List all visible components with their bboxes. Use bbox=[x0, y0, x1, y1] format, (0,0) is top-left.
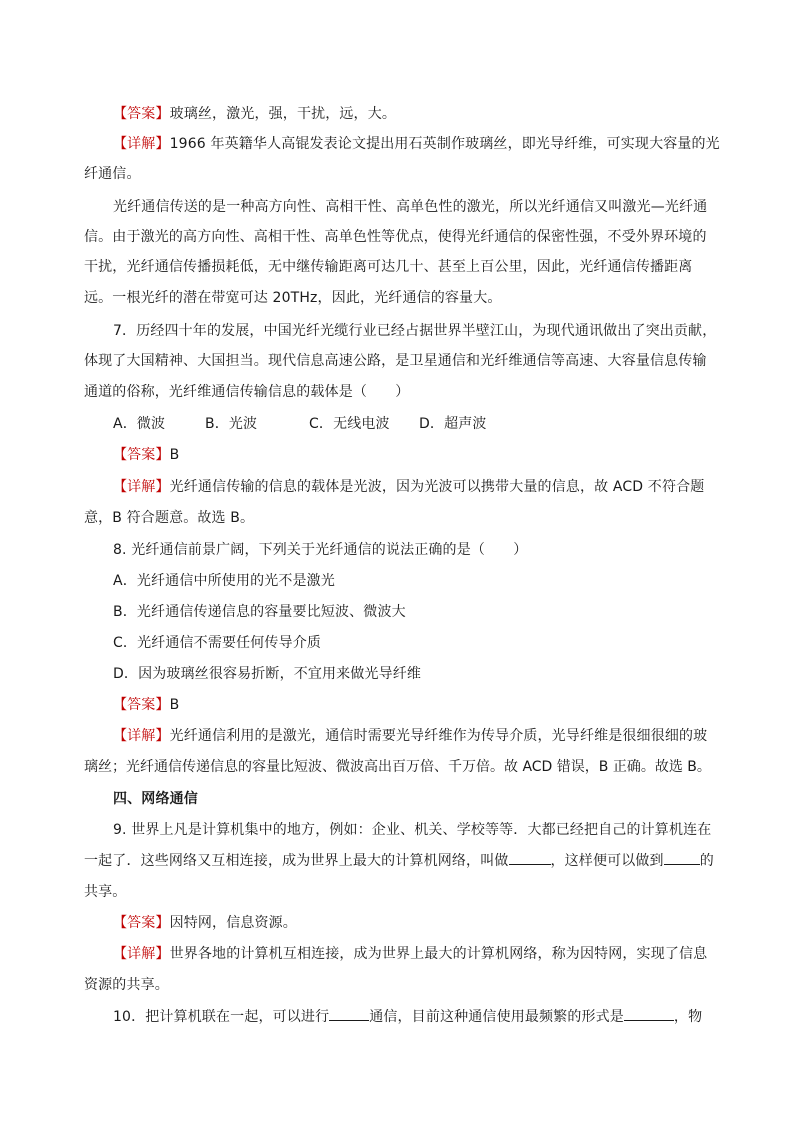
q6-detail bbox=[113, 129, 720, 159]
q8-answer bbox=[113, 690, 712, 720]
q8-option-a: A．光纤通信中所使用的光不是激光 bbox=[113, 573, 335, 589]
q7-answer-text: B bbox=[169, 447, 180, 463]
detail-label: 【详解】 bbox=[113, 479, 170, 495]
q7-option-b: B．光波 bbox=[205, 416, 258, 432]
answer-blank bbox=[664, 848, 700, 865]
q8-detail-line-2: 璃丝；光纤通信传递信息的容量比短波、微波高出百万倍、千万倍。故 ACD 错误，B 正确。故选 B。 bbox=[84, 759, 711, 775]
answer-label: 【答案】 bbox=[113, 447, 170, 463]
q9-detail bbox=[113, 939, 712, 969]
q9-detail-line-1: 世界各地的计算机互相连接，成为世界上最大的计算机网络，称为因特网，实现了信息 bbox=[169, 946, 708, 962]
answer-blank bbox=[624, 1004, 674, 1021]
q8-option-d: D．因为玻璃丝很容易折断，不宜用来做光导纤维 bbox=[113, 666, 422, 682]
q7-detail bbox=[113, 472, 712, 502]
q6-para-line-2: 信。由于激光的高方向性、高相干性、高单色性等优点，使得光纤通信的保密性强，不受外界环境的 bbox=[84, 229, 707, 245]
q6-para-line-3: 干扰，光纤通信传播损耗低，无中继传输距离可达几十、甚至上百公里，因此，光纤通信传播距离 bbox=[84, 259, 693, 275]
q8-detail-line-1: 光纤通信利用的是激光，通信时需要光导纤维作为传导介质，光导纤维是很细很细的玻 bbox=[169, 728, 708, 744]
q9-stem-line-1: 9. 世界上凡是计算机集中的地方，例如：企业、机关、学校等等．大都已经把自己的计算机连在 bbox=[113, 822, 712, 838]
answer-blank bbox=[329, 1004, 369, 1021]
q9-answer-text: 因特网，信息资源。 bbox=[169, 915, 297, 931]
q9-stem-part-b: ，这样便可以做到 bbox=[550, 853, 664, 869]
q10-stem-part-a: 10．把计算机联在一起，可以进行 bbox=[113, 1009, 330, 1025]
answer-label: 【答案】 bbox=[113, 915, 170, 931]
q6-para-line-1: 光纤通信传送的是一种高方向性、高相干性、高单色性的激光，所以光纤通信又叫激光—光纤通 bbox=[113, 199, 708, 215]
q8-detail bbox=[113, 721, 712, 751]
q7-stem-line-2: 体现了大国精神、大国担当。现代信息高速公路，是卫星通信和光纤维通信等高速、大容量信息传输 bbox=[84, 353, 707, 369]
section-heading: 四、网络通信 bbox=[113, 791, 198, 807]
detail-label: 【详解】 bbox=[113, 136, 170, 152]
q8-option-c: C．光纤通信不需要任何传导介质 bbox=[113, 635, 322, 651]
answer-label: 【答案】 bbox=[113, 697, 170, 713]
q7-option-a: A．微波 bbox=[113, 416, 166, 432]
q6-answer-text: 玻璃丝，激光，强，干扰，远，大。 bbox=[169, 106, 397, 122]
q9-answer bbox=[113, 908, 712, 938]
answer-blank bbox=[509, 848, 551, 865]
q9-stem-part-a: 一起了．这些网络又互相连接，成为世界上最大的计算机网络，叫做 bbox=[84, 853, 509, 869]
q10-stem-part-b: 通信，目前这种通信使用最频繁的形式是 bbox=[369, 1009, 624, 1025]
q9-stem-part-c: 的 bbox=[699, 853, 714, 869]
answer-label: 【答案】 bbox=[113, 106, 170, 122]
q9-stem-line-3: 共享。 bbox=[84, 884, 127, 900]
q10-stem bbox=[113, 1002, 712, 1032]
q7-option-d: D．超声波 bbox=[419, 416, 487, 432]
q10-stem-part-c: ，物 bbox=[673, 1009, 703, 1025]
q9-detail-line-2: 资源的共享。 bbox=[84, 977, 169, 993]
detail-label: 【详解】 bbox=[113, 728, 170, 744]
q8-answer-text: B bbox=[169, 697, 180, 713]
q7-options bbox=[113, 409, 712, 439]
q9-stem-line-2 bbox=[84, 846, 712, 876]
q7-answer bbox=[113, 440, 712, 470]
q6-para-line-4: 远。一根光纤的潜在带宽可达 20THz，因此，光纤通信的容量大。 bbox=[84, 290, 502, 306]
q6-detail-line-2: 纤通信。 bbox=[84, 166, 141, 182]
q8-stem: 8. 光纤通信前景广阔，下列关于光纤通信的说法正确的是（ ） bbox=[113, 542, 528, 558]
q6-detail-line-1: 1966 年英籍华人高锟发表论文提出用石英制作玻璃丝，即光导纤维，可实现大容量的光 bbox=[169, 136, 720, 152]
q7-stem-line-3: 通道的俗称，光纤维通信传输信息的载体是（ ） bbox=[84, 384, 410, 400]
detail-label: 【详解】 bbox=[113, 946, 170, 962]
q7-detail-line-1: 光纤通信传输的信息的载体是光波，因为光波可以携带大量的信息，故 ACD 不符合题 bbox=[169, 479, 705, 495]
q8-option-b: B．光纤通信传递信息的容量要比短波、微波大 bbox=[113, 604, 406, 620]
q6-answer bbox=[113, 99, 712, 129]
q7-option-c: C．无线电波 bbox=[309, 416, 390, 432]
q7-stem-line-1: 7．历经四十年的发展，中国光纤光缆行业已经占据世界半壁江山，为现代通讯做出了突出贡献， bbox=[113, 323, 717, 339]
q7-detail-line-2: 意，B 符合题意。故选 B。 bbox=[84, 510, 255, 526]
